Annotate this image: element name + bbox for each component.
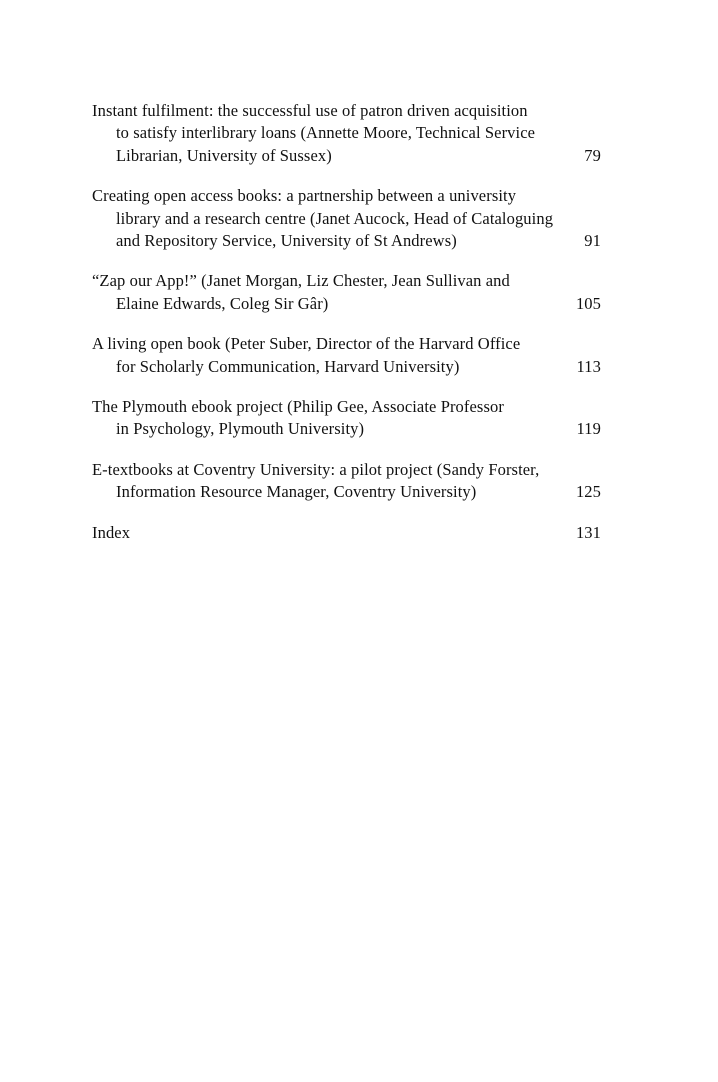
toc-entry-line: and Repository Service, University of St Andrews) (116, 231, 457, 251)
toc-page-number: 125 (575, 482, 601, 502)
toc-entry-line: “Zap our App!” (Janet Morgan, Liz Chester, Jean Sullivan and (92, 271, 510, 291)
toc-entry (92, 396, 601, 441)
toc-entry (92, 333, 601, 378)
toc-entry-line: E-textbooks at Coventry University: a pilot project (Sandy Forster, (92, 459, 540, 479)
toc-entry-line: A living open book (Peter Suber, Director of the Harvard Office (92, 334, 521, 354)
toc-entry (92, 185, 601, 252)
toc-entry-line: to satisfy interlibrary loans (Annette Moore, Technical Service (116, 123, 536, 143)
toc-entry-line: Librarian, University of Sussex) (116, 145, 332, 165)
toc-entry (92, 100, 601, 167)
toc-entry-index (92, 522, 601, 544)
toc-entry-line: Creating open access books: a partnership between a university (92, 186, 517, 206)
toc-page-number: 131 (575, 522, 601, 542)
toc-entry-line: in Psychology, Plymouth University) (116, 419, 365, 439)
toc-page-number: 119 (576, 419, 601, 439)
table-of-contents (92, 100, 601, 544)
toc-entry-line: Index (92, 522, 131, 542)
toc-page-number: 113 (576, 356, 601, 376)
toc-entry-line: library and a research centre (Janet Aucock, Head of Cataloguing (116, 208, 554, 228)
toc-entry-line: Elaine Edwards, Coleg Sir Gâr) (116, 293, 329, 313)
toc-page-number: 105 (575, 293, 601, 313)
toc-entry-line: Information Resource Manager, Coventry University) (116, 482, 477, 502)
toc-page-number: 79 (584, 145, 601, 165)
toc-entry (92, 270, 601, 315)
toc-entry-line: Instant fulfilment: the successful use of patron driven acquisition (92, 101, 528, 120)
toc-entry (92, 459, 601, 504)
toc-entry-line: for Scholarly Communication, Harvard University) (116, 356, 460, 376)
toc-page-number: 91 (584, 231, 601, 251)
toc-entry-line: The Plymouth ebook project (Philip Gee, Associate Professor (92, 397, 504, 417)
